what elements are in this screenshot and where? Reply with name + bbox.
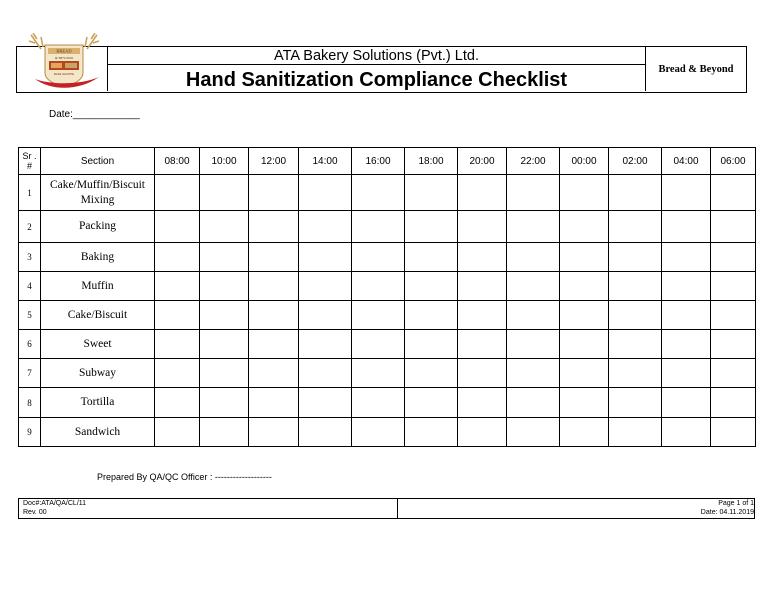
check-cell[interactable]: [711, 418, 756, 447]
col-header-time: 02:00: [609, 148, 662, 175]
check-cell[interactable]: [155, 301, 200, 330]
prepared-by: Prepared By QA/QC Officer : -------------------: [97, 472, 272, 482]
check-cell[interactable]: [405, 301, 458, 330]
table-row: [19, 388, 756, 418]
check-cell[interactable]: [711, 243, 756, 272]
col-header-time: 22:00: [507, 148, 560, 175]
check-cell[interactable]: [507, 301, 560, 330]
check-cell[interactable]: [405, 243, 458, 272]
check-cell[interactable]: [249, 243, 299, 272]
table-row: [19, 272, 756, 301]
check-cell[interactable]: [155, 243, 200, 272]
check-cell[interactable]: [200, 418, 249, 447]
check-cell[interactable]: [560, 211, 609, 243]
check-cell[interactable]: [405, 330, 458, 359]
check-cell[interactable]: [458, 418, 507, 447]
check-cell[interactable]: [200, 175, 249, 211]
check-cell[interactable]: [299, 272, 352, 301]
check-cell[interactable]: [711, 359, 756, 388]
check-cell[interactable]: [560, 359, 609, 388]
check-cell[interactable]: [711, 175, 756, 211]
check-cell[interactable]: [609, 272, 662, 301]
check-cell[interactable]: [299, 359, 352, 388]
check-cell[interactable]: [405, 418, 458, 447]
check-cell[interactable]: [352, 359, 405, 388]
check-cell[interactable]: [352, 211, 405, 243]
check-cell[interactable]: [155, 175, 200, 211]
check-cell[interactable]: [609, 211, 662, 243]
check-cell[interactable]: [609, 301, 662, 330]
check-cell[interactable]: [662, 388, 711, 418]
table-row: [19, 330, 756, 359]
brand-label: Bread & Beyond: [645, 47, 746, 91]
section-name: Baking: [41, 243, 155, 272]
check-cell[interactable]: [560, 243, 609, 272]
check-cell[interactable]: [662, 272, 711, 301]
page-number: Page 1 of 1: [718, 500, 754, 507]
check-cell[interactable]: [458, 243, 507, 272]
row-number: 9: [19, 418, 41, 447]
section-name: Sandwich: [41, 418, 155, 447]
check-cell[interactable]: [609, 418, 662, 447]
col-header-time: 04:00: [662, 148, 711, 175]
header-box: [16, 46, 747, 93]
check-cell[interactable]: [299, 301, 352, 330]
check-cell[interactable]: [200, 388, 249, 418]
row-number: 6: [19, 330, 41, 359]
check-cell[interactable]: [155, 359, 200, 388]
check-cell[interactable]: [507, 272, 560, 301]
bread-and-beyond-logo-icon: [21, 33, 107, 93]
check-cell[interactable]: [299, 243, 352, 272]
section-name: Cake/Biscuit: [41, 301, 155, 330]
check-cell[interactable]: [507, 175, 560, 211]
col-header-time: 12:00: [249, 148, 299, 175]
check-cell[interactable]: [662, 359, 711, 388]
check-cell[interactable]: [405, 175, 458, 211]
check-cell[interactable]: [458, 388, 507, 418]
check-cell[interactable]: [711, 388, 756, 418]
check-cell[interactable]: [200, 301, 249, 330]
col-header-time: 00:00: [560, 148, 609, 175]
check-cell[interactable]: [352, 243, 405, 272]
table-row: [19, 301, 756, 330]
check-cell[interactable]: [458, 359, 507, 388]
footer: [18, 498, 755, 519]
section-name: Muffin: [41, 272, 155, 301]
check-cell[interactable]: [609, 388, 662, 418]
check-cell[interactable]: [507, 243, 560, 272]
check-cell[interactable]: [249, 330, 299, 359]
check-cell[interactable]: [711, 301, 756, 330]
check-cell[interactable]: [352, 272, 405, 301]
row-number: 3: [19, 243, 41, 272]
section-name: Sweet: [41, 330, 155, 359]
check-cell[interactable]: [249, 359, 299, 388]
check-cell[interactable]: [155, 272, 200, 301]
check-cell[interactable]: [662, 243, 711, 272]
table-row: [19, 175, 756, 211]
row-number: 8: [19, 388, 41, 418]
check-cell[interactable]: [662, 301, 711, 330]
check-cell[interactable]: [155, 388, 200, 418]
check-cell[interactable]: [560, 388, 609, 418]
check-cell[interactable]: [299, 418, 352, 447]
footer-divider: [397, 499, 398, 518]
check-cell[interactable]: [155, 418, 200, 447]
col-header-time: 20:00: [458, 148, 507, 175]
check-cell[interactable]: [560, 272, 609, 301]
footer-date: Date: 04.11.2019: [700, 509, 754, 516]
check-cell[interactable]: [662, 175, 711, 211]
check-cell[interactable]: [711, 330, 756, 359]
company-name: ATA Bakery Solutions (Pvt.) Ltd.: [107, 47, 646, 65]
check-cell[interactable]: [249, 272, 299, 301]
col-header-time: 06:00: [711, 148, 756, 175]
check-cell[interactable]: [662, 211, 711, 243]
row-number: 1: [19, 175, 41, 211]
check-cell[interactable]: [405, 272, 458, 301]
check-cell[interactable]: [507, 330, 560, 359]
revision: Rev. 00: [23, 509, 47, 516]
check-cell[interactable]: [200, 272, 249, 301]
page-title: Hand Sanitization Compliance Checklist: [185, 69, 568, 91]
check-cell[interactable]: [200, 243, 249, 272]
row-number: 4: [19, 272, 41, 301]
check-cell[interactable]: [507, 211, 560, 243]
check-cell[interactable]: [299, 175, 352, 211]
row-number: 5: [19, 301, 41, 330]
check-cell[interactable]: [609, 175, 662, 211]
check-cell[interactable]: [200, 359, 249, 388]
check-cell[interactable]: [200, 330, 249, 359]
check-cell[interactable]: [299, 330, 352, 359]
check-cell[interactable]: [155, 211, 200, 243]
check-cell[interactable]: [711, 272, 756, 301]
check-cell[interactable]: [405, 211, 458, 243]
row-number: 2: [19, 211, 41, 243]
check-cell[interactable]: [560, 301, 609, 330]
check-cell[interactable]: [560, 418, 609, 447]
logo-text-top: BREAD: [56, 48, 72, 54]
header-row: [19, 148, 756, 175]
check-cell[interactable]: [405, 359, 458, 388]
check-cell[interactable]: [609, 243, 662, 272]
col-header-sr: Sr . #: [19, 148, 41, 175]
doc-number: Doc#:ATA/QA/CL/11: [23, 500, 87, 507]
check-cell[interactable]: [609, 359, 662, 388]
section-name: Subway: [41, 359, 155, 388]
col-header-time: 14:00: [299, 148, 352, 175]
col-header-time: 16:00: [352, 148, 405, 175]
check-cell[interactable]: [662, 418, 711, 447]
check-cell[interactable]: [458, 301, 507, 330]
col-header-time: 08:00: [155, 148, 200, 175]
check-cell[interactable]: [299, 388, 352, 418]
date-field[interactable]: Date:____________: [49, 109, 140, 120]
table-row: [19, 211, 756, 243]
row-number: 7: [19, 359, 41, 388]
check-cell[interactable]: [458, 211, 507, 243]
check-cell[interactable]: [609, 330, 662, 359]
check-cell[interactable]: [711, 211, 756, 243]
check-cell[interactable]: [249, 175, 299, 211]
check-cell[interactable]: [200, 211, 249, 243]
check-cell[interactable]: [405, 388, 458, 418]
check-cell[interactable]: [458, 272, 507, 301]
check-cell[interactable]: [507, 359, 560, 388]
col-header-time: 10:00: [200, 148, 249, 175]
table-row: [19, 418, 756, 447]
check-cell[interactable]: [155, 330, 200, 359]
check-cell[interactable]: [662, 330, 711, 359]
check-cell[interactable]: [299, 211, 352, 243]
check-cell[interactable]: [249, 301, 299, 330]
check-cell[interactable]: [507, 418, 560, 447]
check-cell[interactable]: [560, 175, 609, 211]
checklist-table: [18, 147, 756, 447]
table-row: [19, 243, 756, 272]
check-cell[interactable]: [249, 388, 299, 418]
check-cell[interactable]: [458, 330, 507, 359]
logo-cell: [17, 47, 108, 91]
check-cell[interactable]: [249, 211, 299, 243]
col-header-section: Section: [41, 148, 155, 175]
check-cell[interactable]: [352, 330, 405, 359]
section-name: Packing: [41, 211, 155, 243]
section-name: Tortilla: [41, 388, 155, 418]
check-cell[interactable]: [458, 175, 507, 211]
section-name: Cake/Muffin/Biscuit Mixing: [41, 175, 155, 211]
check-cell[interactable]: [352, 175, 405, 211]
check-cell[interactable]: [352, 388, 405, 418]
check-cell[interactable]: [560, 330, 609, 359]
logo-text-bottom: BAKE SHOPPE: [54, 72, 74, 76]
check-cell[interactable]: [507, 388, 560, 418]
col-header-time: 18:00: [405, 148, 458, 175]
check-cell[interactable]: [352, 418, 405, 447]
logo-text-mid: & BEYOND: [54, 56, 74, 60]
table-row: [19, 359, 756, 388]
check-cell[interactable]: [249, 418, 299, 447]
check-cell[interactable]: [352, 301, 405, 330]
